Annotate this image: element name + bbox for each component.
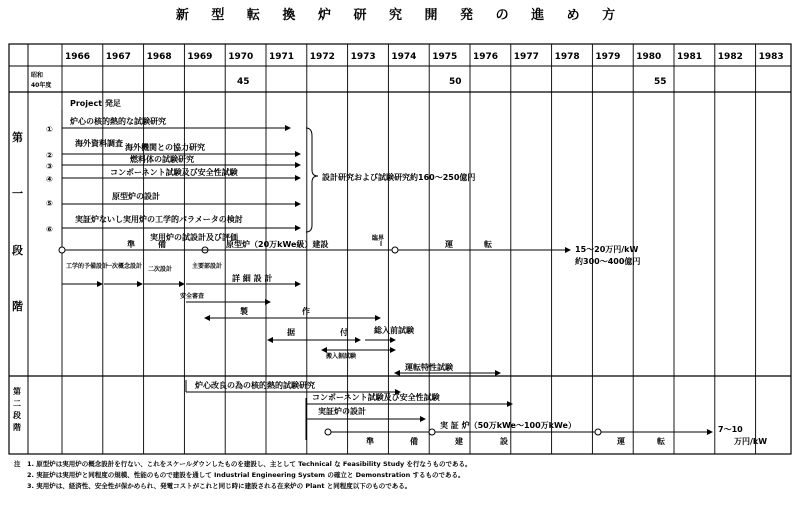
year-label: 1973 xyxy=(350,52,376,62)
brace-cost: 設計研究および試験研究約160～250億円 xyxy=(322,173,476,182)
footnote-3: 3. 実用炉は、経済性、安全性が保かめられ、発電コストがこれと同じ時に建設される在来炉の Plant と同程度以下のものである。 xyxy=(14,482,412,490)
cost-total: 約300～400億円 xyxy=(575,257,641,266)
label-ten: 転 xyxy=(484,240,492,249)
cost-demo-2: 万円/kW xyxy=(734,437,768,446)
year-label: 1966 xyxy=(65,52,91,62)
label-component-tests: コンポーネント試験及び安全性試験 xyxy=(110,168,238,177)
label-pre-test: 総入前試験 xyxy=(374,326,414,335)
label-carry-test: 搬入据試験 xyxy=(326,353,357,360)
label-core-research: 炉心の核的熱的な試験研究 xyxy=(70,117,166,126)
label-p2-component: コンポーネント試験及び安全性試験 xyxy=(312,393,440,402)
circle-4: ④ xyxy=(46,175,53,184)
label-p2-unten: 運 xyxy=(617,437,625,446)
label-critical: 臨界 xyxy=(372,235,385,242)
year-label: 1981 xyxy=(677,52,703,62)
year-label: 1969 xyxy=(187,52,213,62)
label-fab: 製 xyxy=(240,307,248,316)
showa-label-1: 昭和 xyxy=(31,72,44,79)
label-jun: 準 xyxy=(127,240,135,249)
page-title: 新 型 転 換 炉 研 究 開 発 の 進 め 方 xyxy=(175,8,625,23)
year-label: 1980 xyxy=(636,52,662,62)
cost-per-kw: 15～20万円/kW xyxy=(575,245,639,254)
step-prelim: 工学的予備設計 xyxy=(66,263,109,270)
year-label: 1971 xyxy=(269,52,295,62)
showa-55: 55 xyxy=(654,77,667,87)
label-proto-eval: 実用炉の試設計及び評価 xyxy=(150,233,238,242)
footnotes xyxy=(14,459,794,492)
year-label: 1978 xyxy=(554,52,580,62)
step-concept1: 一次概念設計 xyxy=(106,263,143,270)
label-tsuke: 付 xyxy=(340,328,348,337)
year-label: 1975 xyxy=(432,52,458,62)
label-p2-design: 実証炉の設計 xyxy=(318,407,366,416)
showa-50: 50 xyxy=(449,77,462,87)
step-main: 主要部設計 xyxy=(192,263,223,270)
project-start: Project 発足 xyxy=(70,99,121,108)
year-label: 1974 xyxy=(391,52,417,62)
label-unten: 運 xyxy=(445,240,453,249)
year-label: 1983 xyxy=(758,52,784,62)
year-label: 1967 xyxy=(105,52,131,62)
footnote-2: 2. 実証炉は実用炉と同程度の規模、性能のもので建設を通して Industrial Engineering System の確立と Demonstration するものである。 xyxy=(14,471,465,479)
step-design2: 二次設計 xyxy=(148,266,173,273)
phase2-char-2: 二 xyxy=(13,399,21,408)
label-p2-jun: 準 xyxy=(366,437,374,446)
year-label: 1972 xyxy=(309,52,335,62)
label-overseas-survey: 海外資料調査 xyxy=(75,139,123,148)
year-label: 1982 xyxy=(717,52,743,62)
label-bi: 備 xyxy=(158,240,166,249)
label-proto-build: 原型炉（20万kWe級）建設 xyxy=(226,240,329,249)
year-label: 1976 xyxy=(473,52,499,62)
phase1-char-2: 一 xyxy=(12,187,23,200)
label-fuel-research: 燃料体の試験研究 xyxy=(130,155,194,164)
phase1-char-4: 階 xyxy=(12,300,23,313)
phase2-char-1: 第 xyxy=(13,387,21,396)
label-safety: 安全審査 xyxy=(180,293,205,300)
year-label: 1968 xyxy=(146,52,172,62)
phase2-char-3: 段 xyxy=(13,411,21,420)
circle-5: ⑤ xyxy=(46,199,53,208)
phase1-char-3: 段 xyxy=(12,244,23,257)
year-label: 1977 xyxy=(513,52,539,62)
label-overseas-coop: 海外機関との協力研究 xyxy=(125,143,205,152)
circle-6: ⑥ xyxy=(46,225,53,234)
label-operation: 運転特性試験 xyxy=(405,363,453,372)
cost-demo-1: 7～10 xyxy=(718,425,743,434)
circle-3: ③ xyxy=(46,162,53,171)
circle-1: ① xyxy=(46,125,53,134)
phase2-char-4: 階 xyxy=(13,423,21,432)
label-sue: 据 xyxy=(287,328,295,337)
showa-label-2: 40年度 xyxy=(31,82,52,89)
label-p2-demo: 実 証 炉（50万kWe～100万kWe） xyxy=(440,421,576,430)
label-p2-build2: 設 xyxy=(500,437,508,446)
label-p2-ten: 転 xyxy=(657,437,665,446)
label-detail-design: 詳 細 設 計 xyxy=(232,274,273,283)
footnote-1: 注 1. 原型炉は実用炉の概念設計を行ない、これをスケールダウンしたものを建設し、主として Technical な Feasibility Study を行なうものである。 xyxy=(14,460,472,468)
label-param-study: 実証炉ないし実用炉の工学的パラメータの検討 xyxy=(75,215,243,224)
phase1-char-1: 第 xyxy=(12,131,23,144)
label-p2-core: 炉心改良の為の核的熱的試験研究 xyxy=(195,381,315,390)
label-saku: 作 xyxy=(302,307,310,316)
year-label: 1970 xyxy=(228,52,254,62)
year-label: 1979 xyxy=(595,52,621,62)
label-p2-bi: 備 xyxy=(410,437,418,446)
label-p2-build1: 建 xyxy=(455,437,463,446)
showa-45: 45 xyxy=(237,77,250,87)
label-proto-design: 原型炉の設計 xyxy=(112,192,160,201)
circle-2: ② xyxy=(46,151,53,160)
